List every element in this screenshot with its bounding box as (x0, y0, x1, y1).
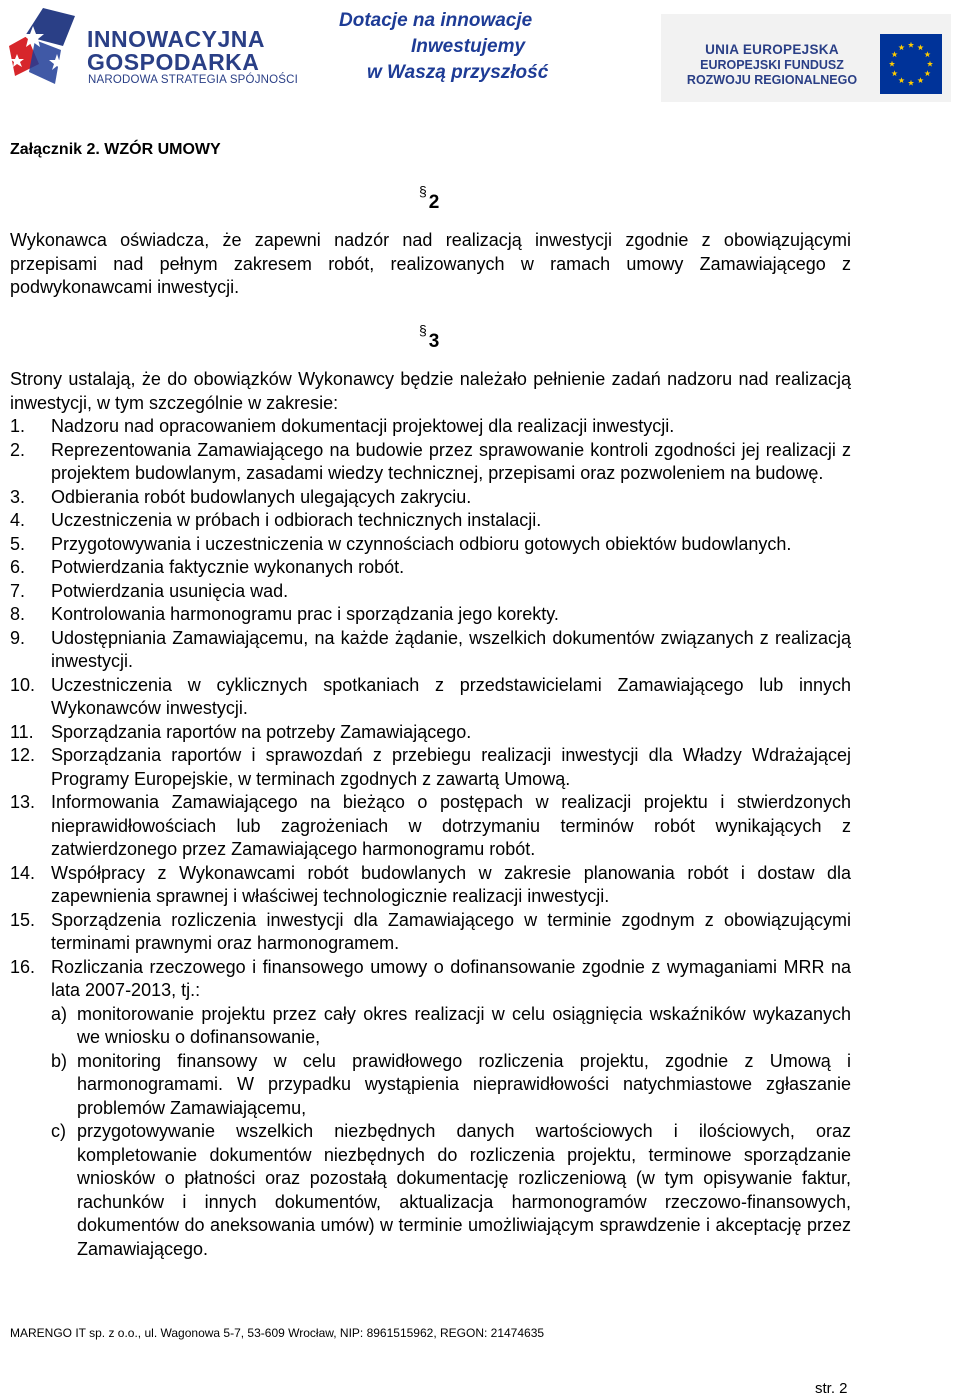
item-text: Sporządzania raportów i sprawozdań z przebiegu realizacji inwestycji dla Władzy Wdrażającej Programy Europejskie, w terminach zgodnych z zawartą Umową. (51, 745, 851, 789)
paragraph-3-number: 3 (428, 331, 440, 352)
list-item (10, 721, 851, 745)
list-item (10, 603, 851, 627)
item-text: Potwierdzania usunięcia wad. (51, 580, 289, 601)
company-footer: MARENGO IT sp. z o.o., ul. Wagonowa 5-7, 53-609 Wrocław, NIP: 8961515962, REGON: 21474635 (10, 1326, 545, 1340)
item-text: Uczestniczenia w próbach i odbiorach technicznych instalacji. (51, 510, 542, 530)
innowacyjna-gospodarka-emblem-icon (5, 6, 83, 88)
item-text: Informowania Zamawiającego na bieżąco o postępach w realizacji projektu i stwierdzonych nieprawidłowościach lub zagrożeniach w dotrzymaniu terminów robót wynikających z zatwierdzonego przez Zamawiającego harmonogramu robót. (51, 792, 851, 859)
eu-logo-line-2: EUROPEJSKI FUNDUSZ (700, 57, 844, 72)
item-text: Kontrolowania harmonogramu prac i sporządzania jego korekty. (51, 604, 559, 624)
list-item (10, 791, 851, 862)
eu-logo-line-3: ROZWOJU REGIONALNEGO (686, 73, 858, 87)
eu-fund-logo (661, 14, 951, 102)
item-text: Odbierania robót budowlanych ulegających zakryciu. (51, 486, 472, 507)
slogan-line-3: w Waszą przyszłość (367, 62, 549, 83)
page-header (0, 0, 960, 110)
duties-list (10, 415, 851, 1261)
item-text: Rozliczania rzeczowego i finansowego umowy o dofinansowanie zgodnie z wymaganiami MRR na lata 2007-2013, tj.: (51, 956, 851, 1000)
list-item (10, 509, 851, 533)
item-number: 3. (10, 486, 26, 507)
eu-logo-line-1: UNIA EUROPEJSKA (705, 42, 839, 57)
paragraph-2-heading (419, 183, 439, 214)
item-number: 13. (10, 792, 36, 812)
list-subitem (10, 1050, 851, 1121)
item-text: Reprezentowania Zamawiającego na budowie przez sprawowanie kontroli zgodności jej realizacji z projektem budowlanym, zasadami wiedzy technicznej, przepisami oraz pozwoleniem na budowę. (51, 439, 851, 483)
item-text: Sporządzenia rozliczenia inwestycji dla Zamawiającego w terminie zgodnym z obowiązującymi terminami prawnymi oraz harmonogramem. (51, 909, 851, 953)
list-item (10, 486, 851, 510)
item-text: Potwierdzania faktycznie wykonanych robót. (51, 557, 405, 577)
item-number: 8. (10, 604, 26, 624)
paragraph-2-number: 2 (428, 192, 440, 213)
item-text: Udostępniania Zamawiającemu, na każde żądanie, wszelkich dokumentów związanych z realizacją inwestycji. (51, 627, 851, 671)
page-number: str. 2 (815, 1380, 848, 1397)
subitem-letter: a) (51, 1003, 68, 1024)
paragraph-3-intro: Strony ustalają, że do obowiązków Wykonawcy będzie należało pełnienie zadań nadzoru nad realizacją inwestycji, w tym szczególnie w zakresie: (10, 369, 851, 413)
innowacyjna-gospodarka-logo (5, 6, 305, 94)
subitem-letter: b) (51, 1050, 68, 1071)
paragraph-2-text: Wykonawca oświadcza, że zapewni nadzór nad realizacją inwestycji zgodnie z obowiązującymi przepisami nad pełnym zakresem robót, realizowanych w ramach umowy Zamawiającego z podwykonawcami inwestycji. (10, 230, 851, 297)
subitem-text: monitoring finansowy w celu prawidłowego rozliczenia projektu, zgodnie z Umową i harmonogramami. W przypadku wystąpienia nieprawidłowości natychmiastowe zgłaszanie problemów Zamawiającemu, (77, 1050, 851, 1118)
item-number: 4. (10, 510, 26, 530)
item-number: 12. (10, 745, 36, 765)
list-item (10, 533, 851, 557)
logo-line-innowacyjna: INNOWACYJNA (87, 26, 266, 52)
item-number: 16. (10, 956, 36, 977)
slogan-line-2: Inwestujemy (411, 36, 526, 57)
subitem-text: monitorowanie projektu przez cały okres realizacji w celu osiągnięcia wskaźników wykazanych we wniosku o dofinansowanie, (77, 1003, 851, 1047)
list-item (10, 627, 851, 674)
item-text: Nadzoru nad opracowaniem dokumentacji projektowej dla realizacji inwestycji. (51, 416, 675, 436)
list-item (10, 415, 851, 439)
logo-subline: NARODOWA STRATEGIA SPÓJNOŚCI (88, 74, 299, 86)
item-text: Współpracy z Wykonawcami robót budowlanych w zakresie planowania robót i dostaw dla zapewnienia sprawnej i właściwej technologicznie realizacji inwestycji. (51, 862, 851, 906)
list-item (10, 556, 851, 580)
item-text: Sporządzania raportów na potrzeby Zamawiającego. (51, 721, 472, 742)
list-item (10, 580, 851, 604)
logo-line-gospodarka: GOSPODARKA (87, 49, 260, 75)
list-item (10, 439, 851, 486)
subitem-letter: c) (51, 1121, 66, 1141)
list-subitem (10, 1003, 851, 1050)
slogan-line-1: Dotacje na innowacje (339, 10, 533, 31)
item-text: Przygotowywania i uczestniczenia w czynnościach odbioru gotowych obiektów budowlanych. (51, 533, 792, 554)
item-number: 5. (10, 533, 26, 554)
eu-flag-icon (880, 34, 942, 94)
list-item (10, 862, 851, 909)
item-number: 11. (10, 721, 34, 742)
paragraph-3-heading (419, 322, 439, 353)
item-number: 10. (10, 674, 36, 695)
list-item (10, 956, 851, 1003)
attachment-title: Załącznik 2. WZÓR UMOWY (10, 141, 221, 158)
header-slogan (339, 8, 579, 86)
item-number: 2. (10, 439, 26, 460)
item-number: 1. (10, 416, 26, 436)
item-text: Uczestniczenia w cyklicznych spotkaniach z przedstawicielami Zamawiającego lub innych Wykonawców inwestycji. (51, 674, 851, 718)
item-number: 14. (10, 862, 36, 883)
item-number: 15. (10, 909, 36, 930)
subitem-text: przygotowywanie wszelkich niezbędnych danych wartościowych i ilościowych, oraz kompletowanie dokumentów niezbędnych do rozliczenia projektu, terminowe sporządzanie wniosków o płatności oraz pozostałą dokumentację rozliczeniową (w tym opisywanie faktur, rachunków i innych dokumentów, aktualizacja harmonogramów rzeczowo-finansowych, dokumentów do aneksowania umów) w terminie umożliwiającym sprawdzenie i akceptację przez Zamawiającego. (77, 1121, 851, 1259)
item-number: 6. (10, 557, 26, 577)
list-item (10, 909, 851, 956)
item-number: 9. (10, 627, 26, 648)
list-subitem (10, 1120, 851, 1261)
list-item (10, 674, 851, 721)
section-sign: § (419, 322, 427, 338)
list-item (10, 744, 851, 791)
item-number: 7. (10, 580, 26, 601)
section-sign: § (419, 183, 427, 199)
